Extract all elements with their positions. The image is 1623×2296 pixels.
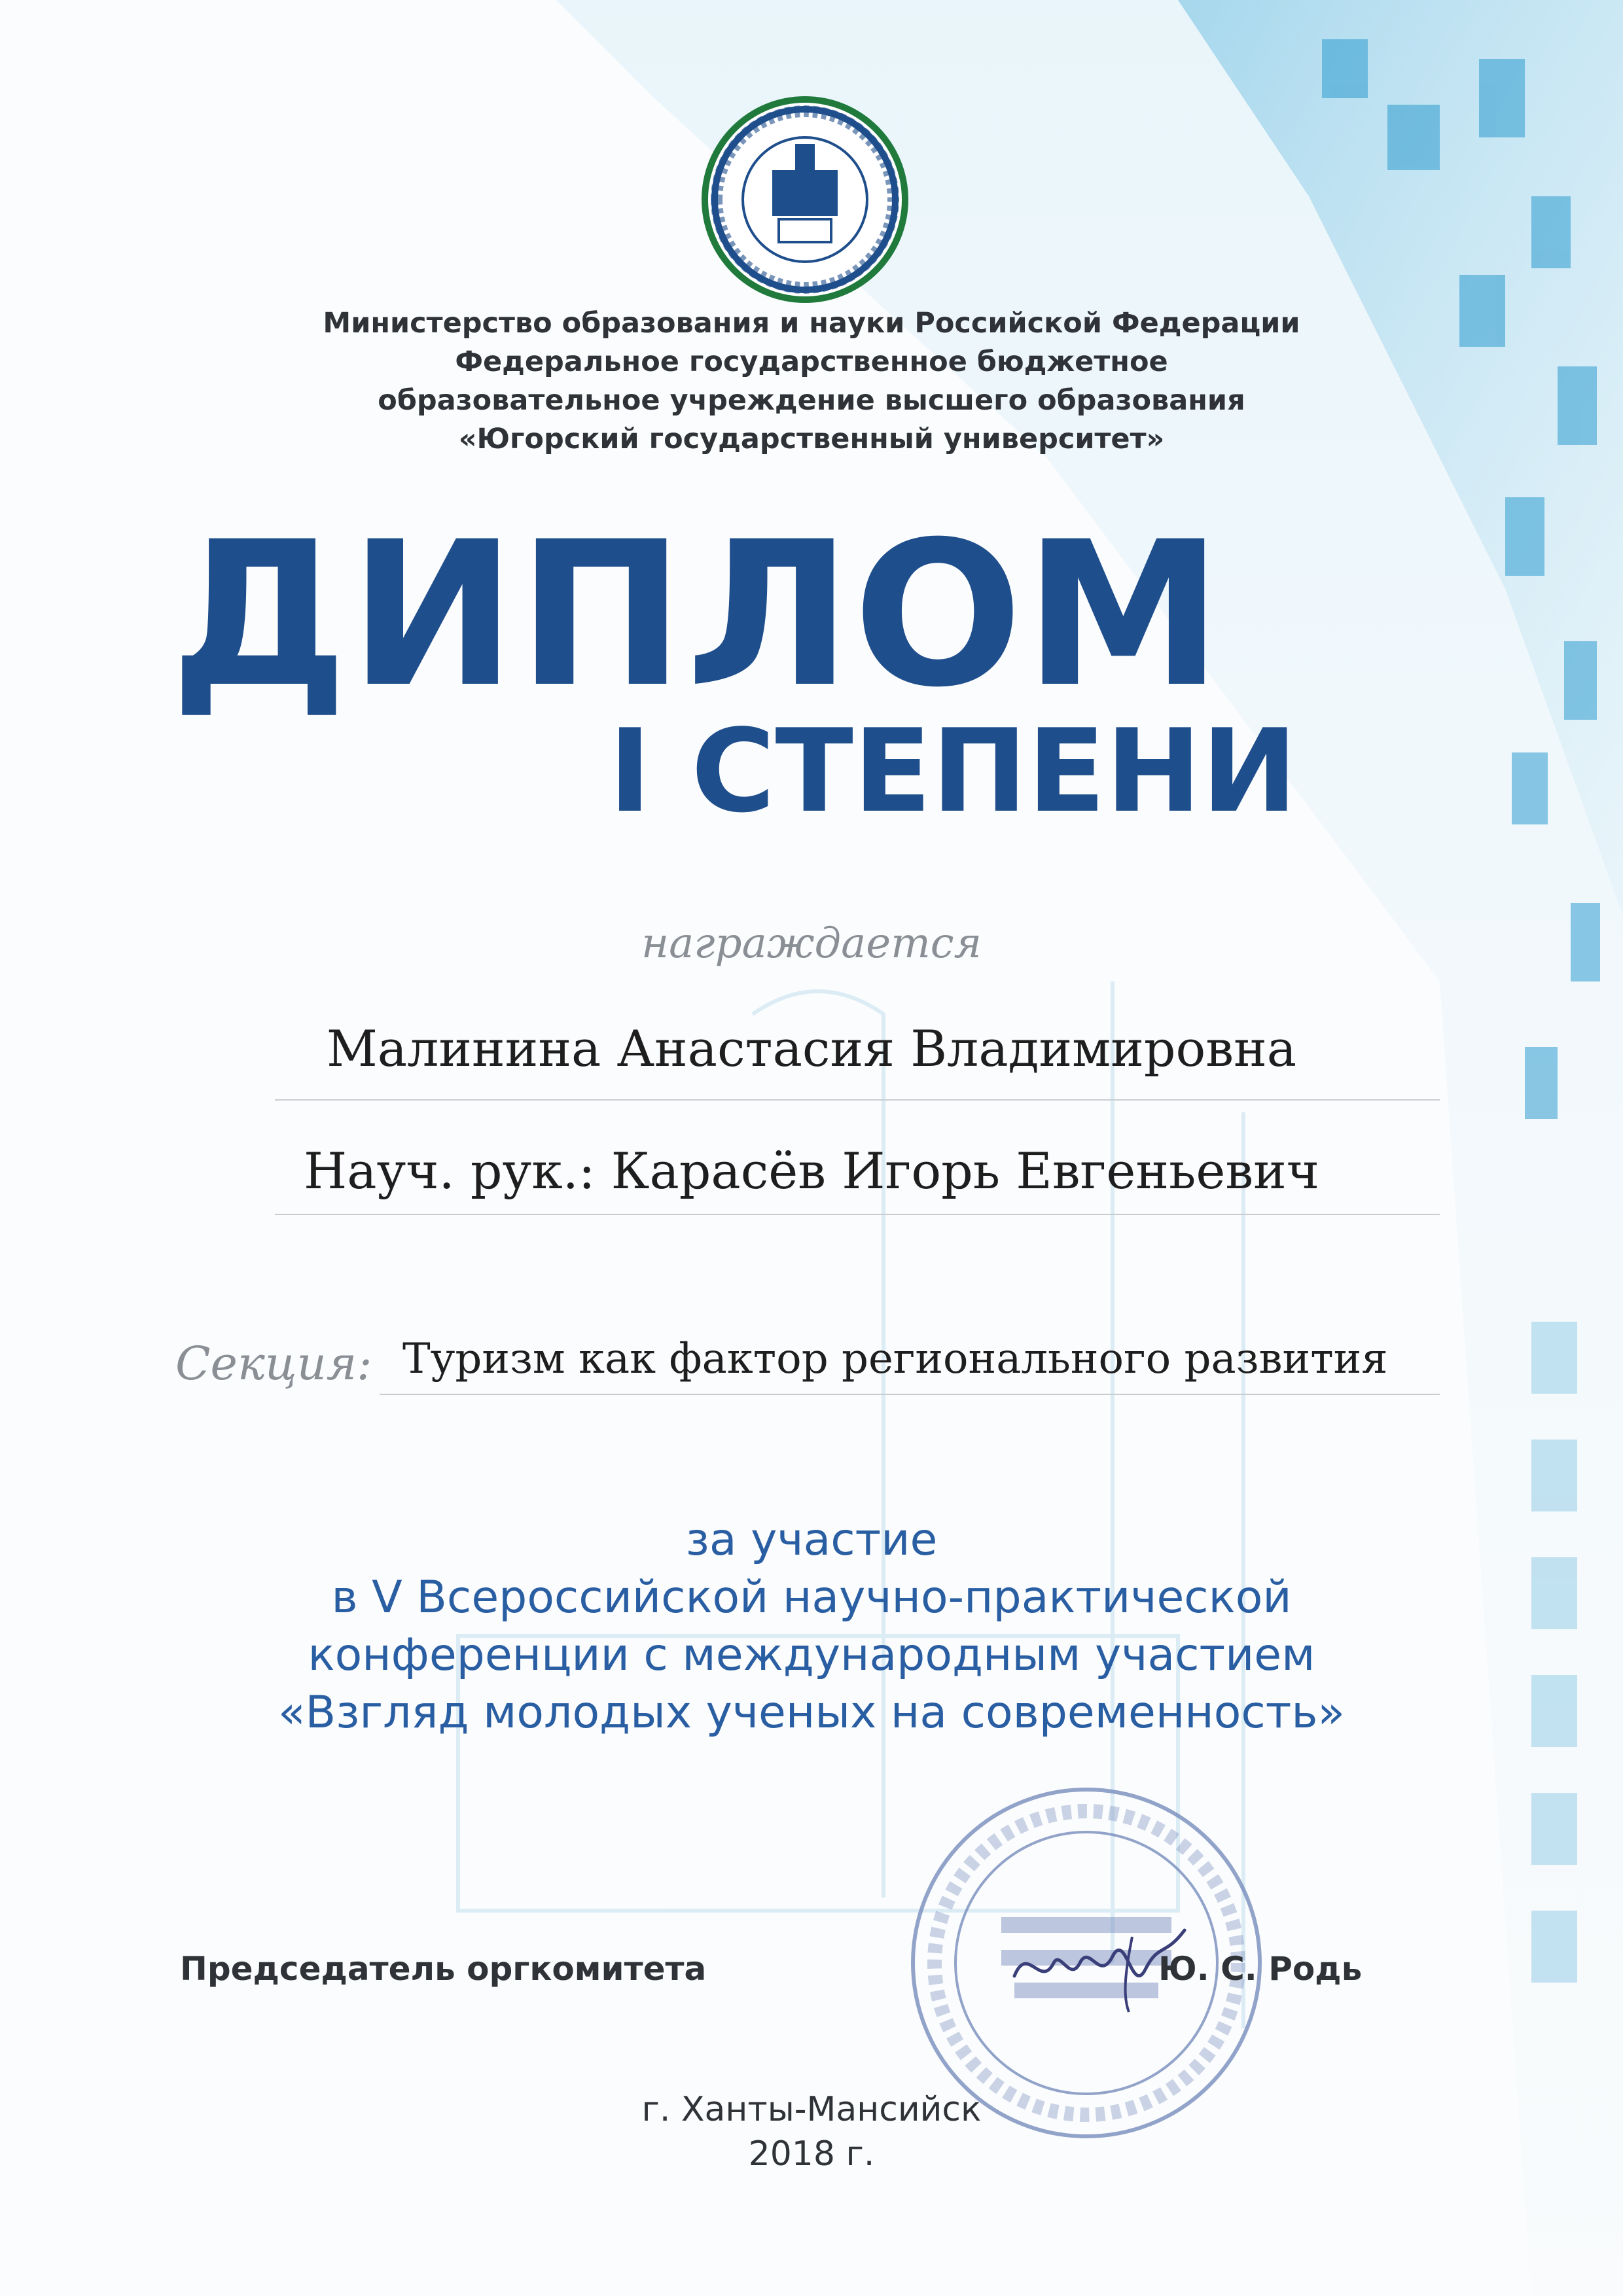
ministry-line: Министерство образования и науки Российской Федерации	[323, 307, 1300, 340]
section-value: Туризм как фактор регионального развития	[402, 1335, 1388, 1383]
ministry-line: образовательное учреждение высшего образования	[378, 384, 1245, 417]
participation-text	[0, 1511, 1623, 1742]
scientific-advisor: Науч. рук.: Карасёв Игорь Евгеньевич	[303, 1142, 1320, 1200]
university-seal-icon	[697, 92, 913, 308]
ministry-header	[0, 304, 1623, 459]
issue-place	[0, 2087, 1623, 2176]
diploma-title: ДИПЛОМ	[170, 499, 1224, 731]
city: г. Ханты-Мансийск	[641, 2090, 982, 2129]
chair-label: Председатель оргкомитета	[180, 1950, 707, 1988]
chair-name: Ю. С. Родь	[1158, 1950, 1363, 1988]
recipient-name: Малинина Анастасия Владимировна	[326, 1019, 1297, 1078]
participation-line: за участие	[685, 1514, 938, 1566]
section-underline	[380, 1394, 1440, 1395]
section-label: Секция:	[175, 1337, 372, 1390]
participation-line: в V Всероссийской научно-практической	[331, 1572, 1292, 1623]
advisor-underline	[275, 1214, 1440, 1215]
ministry-line: Федеральное государственное бюджетное	[455, 345, 1168, 378]
awarded-label: награждается	[641, 919, 982, 968]
year: 2018 г.	[748, 2134, 875, 2174]
participation-line: конференции с международным участием	[308, 1629, 1315, 1681]
participation-line: «Взгляд молодых ученых на современность»	[277, 1687, 1346, 1739]
ministry-line: «Югорский государственный университет»	[458, 423, 1165, 455]
diploma-degree: I СТЕПЕНИ	[609, 705, 1298, 838]
recipient-name-underline	[275, 1099, 1440, 1101]
